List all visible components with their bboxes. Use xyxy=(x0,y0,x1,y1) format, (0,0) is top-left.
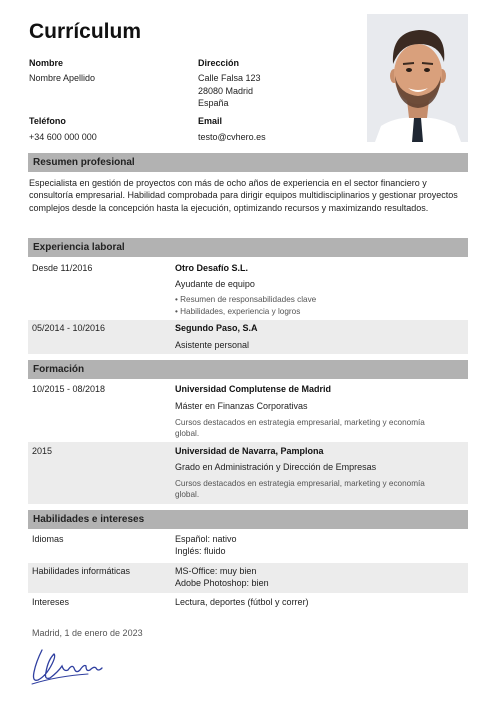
address-line: España xyxy=(198,98,229,108)
skills-label: Habilidades informáticas xyxy=(32,566,131,576)
experience-company: Segundo Paso, S.A xyxy=(175,323,258,333)
education-note: Cursos destacados en estrategia empresarial, marketing y economía xyxy=(175,479,425,488)
experience-item xyxy=(28,258,468,320)
education-item xyxy=(28,442,468,504)
education-institution: Universidad de Navarra, Pamplona xyxy=(175,446,324,456)
skills-header xyxy=(28,510,468,529)
address-label: Dirección xyxy=(198,58,240,68)
skills-value: Español: nativo xyxy=(175,534,237,544)
profile-photo xyxy=(367,14,468,142)
summary-header-label: Resumen profesional xyxy=(33,157,135,168)
experience-header xyxy=(28,238,468,257)
portrait-illustration xyxy=(367,14,468,142)
experience-role: Ayudante de equipo xyxy=(175,279,255,289)
skills-value: MS-Office: muy bien xyxy=(175,566,257,576)
address-value xyxy=(198,72,261,110)
education-dates: 10/2015 - 08/2018 xyxy=(32,384,106,394)
skills-label: Idiomas xyxy=(32,534,64,544)
address-line: Calle Falsa 123 xyxy=(198,73,261,83)
education-dates: 2015 xyxy=(32,446,53,456)
education-item xyxy=(28,380,468,442)
email-value: testo@cvhero.es xyxy=(198,132,266,142)
experience-bullet: • Resumen de responsabilidades clave xyxy=(175,295,317,304)
skills-value: Adobe Photoshop: bien xyxy=(175,578,269,588)
education-note: Cursos destacados en estrategia empresarial, marketing y economía xyxy=(175,418,425,427)
experience-company: Otro Desafío S.L. xyxy=(175,263,249,273)
name-value: Nombre Apellido xyxy=(29,73,96,83)
experience-dates: 05/2014 - 10/2016 xyxy=(32,323,106,333)
summary-text: Especialista en gestión de proyectos con más de ocho años de experiencia en el sector financiero y consultoría empresarial. Habilidad comprobada para dirigir equipos multidisciplinarios y gestionar proyectos complejos desde la concepción hasta la ejecución, optimizando recursos y maximizando resultados. xyxy=(29,178,458,213)
education-degree: Máster en Finanzas Corporativas xyxy=(175,401,308,411)
experience-header-label: Experiencia laboral xyxy=(33,242,125,253)
name-label: Nombre xyxy=(29,58,64,68)
phone-value: +34 600 000 000 xyxy=(29,132,97,142)
education-institution: Universidad Complutense de Madrid xyxy=(175,384,332,394)
skills-header-label: Habilidades e intereses xyxy=(33,514,145,525)
address-line: 28080 Madrid xyxy=(198,85,254,96)
place-date: Madrid, 1 de enero de 2023 xyxy=(32,628,143,638)
summary-header xyxy=(28,153,468,172)
signature-image xyxy=(28,642,118,690)
skills-row xyxy=(28,563,468,593)
skills-value: Lectura, deportes (fútbol y correr) xyxy=(175,597,309,607)
education-header-label: Formación xyxy=(33,364,85,375)
education-note: global. xyxy=(175,490,200,499)
skills-value: Inglés: fluido xyxy=(175,546,226,556)
education-degree: Grado en Administración y Dirección de Empresas xyxy=(175,462,377,472)
skills-row xyxy=(28,530,468,563)
page-title: Currículum xyxy=(29,20,142,43)
experience-bullet: • Habilidades, experiencia y logros xyxy=(175,307,301,316)
education-note: global. xyxy=(175,429,200,438)
experience-role: Asistente personal xyxy=(175,340,250,350)
experience-item xyxy=(28,320,468,354)
education-header xyxy=(28,360,468,379)
skills-row xyxy=(28,593,468,613)
experience-dates: Desde 11/2016 xyxy=(32,263,93,273)
email-label: Email xyxy=(198,116,223,126)
skills-label: Intereses xyxy=(32,597,70,607)
phone-label: Teléfono xyxy=(29,116,66,126)
